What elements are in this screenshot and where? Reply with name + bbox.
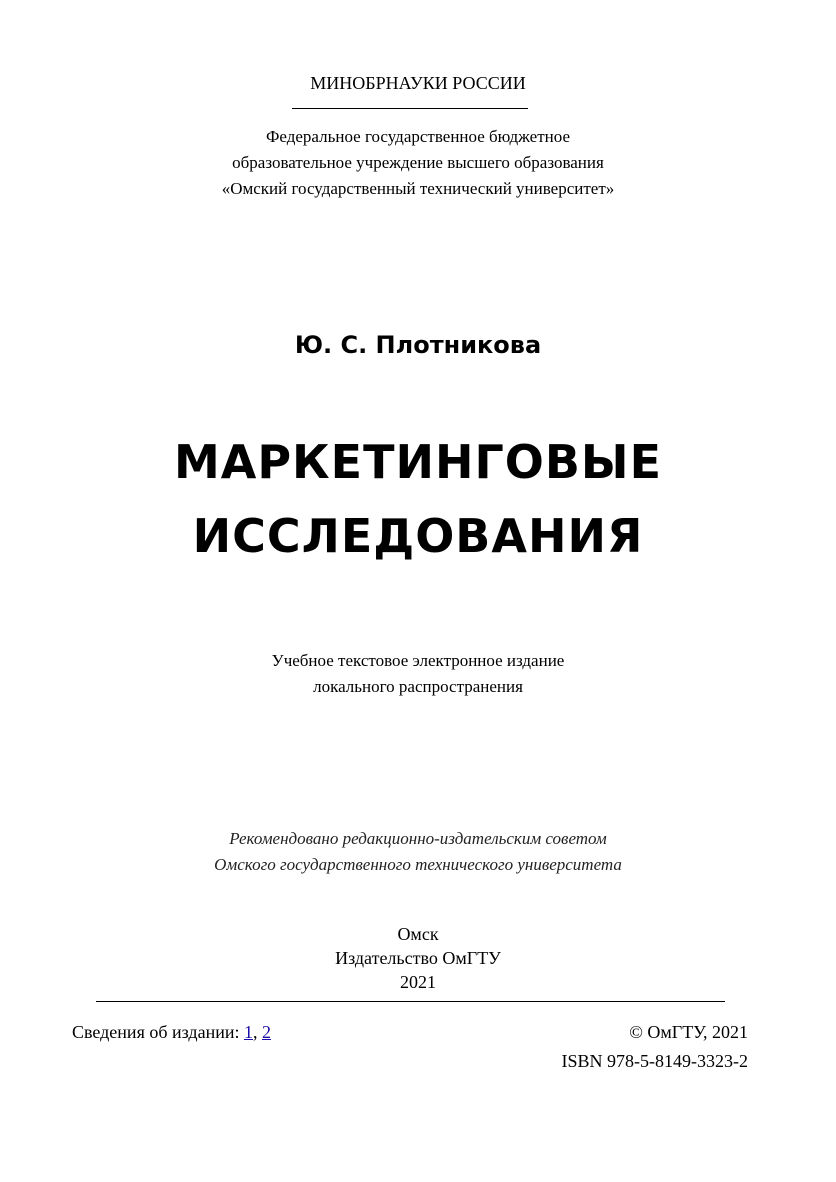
institution-line: Федеральное государственное бюджетное xyxy=(265,127,571,146)
institution-line: образовательное учреждение высшего образования xyxy=(232,153,604,172)
edition-info-link-2[interactable]: 2 xyxy=(261,1022,271,1042)
author-name: Ю. С. Плотникова xyxy=(294,331,542,359)
ministry-divider xyxy=(292,108,528,109)
recommendation-note xyxy=(0,826,836,878)
isbn-number: ISBN 978-5-8149-3323-2 xyxy=(561,1051,748,1071)
recommendation-line: Омского государственного технического университета xyxy=(214,855,622,874)
publisher-block xyxy=(0,922,836,994)
publisher-name: Издательство ОмГТУ xyxy=(335,948,501,968)
institution-name xyxy=(0,124,836,202)
title-line: ИССЛЕДОВАНИЯ xyxy=(192,509,644,563)
institution-line: «Омский государственный технический университет» xyxy=(221,179,615,198)
title-line: МАРКЕТИНГОВЫЕ xyxy=(173,435,663,489)
publisher-year: 2021 xyxy=(400,972,436,992)
publisher-city: Омск xyxy=(397,924,439,944)
link-separator: , xyxy=(252,1022,258,1042)
edition-info-label: Сведения об издании: xyxy=(72,1022,240,1042)
edition-type xyxy=(0,648,836,700)
edition-line: локального распространения xyxy=(313,677,523,696)
ministry-name: МИНОБРНАУКИ РОССИИ xyxy=(310,73,526,93)
book-title xyxy=(0,425,836,573)
copyright-notice: © ОмГТУ, 2021 xyxy=(629,1022,748,1042)
edition-info-link-1[interactable]: 1 xyxy=(243,1022,253,1042)
edition-line: Учебное текстовое электронное издание xyxy=(271,651,565,670)
edition-info xyxy=(72,1020,271,1044)
footer-divider xyxy=(96,1001,725,1002)
recommendation-line: Рекомендовано редакционно-издательским советом xyxy=(229,829,607,848)
